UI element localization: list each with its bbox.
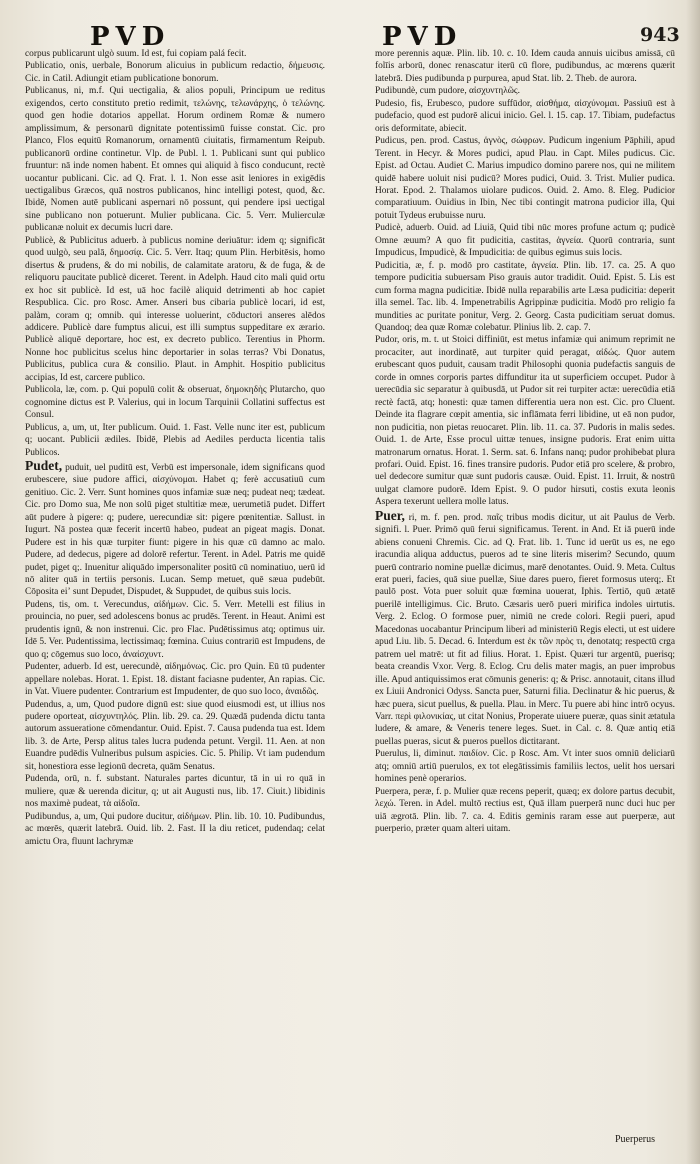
- dictionary-entry: [375, 222, 675, 259]
- entry-headword: Pudibundè,: [375, 86, 418, 97]
- running-head-left: PVD: [90, 22, 171, 52]
- entry-definition: ri, m. f. pen. prod. παῖς tribus modis dicitur, ut ait Paulus de Verb. signifi. l. Puer. Primō quū ferui significamus. Terent. in And. Et iā puerū inde abiens conueni Chremis. Cic. ad Q. Frat. lib. 1. Tunc id uerūt us es, ne ego iracundia aliqua adductus, pueros ad te sine literis miserim? Secundo, quum puerū contrario nomine puellæ dicimus, marē denotantes. Ouid. 9. Meta. Cultus erat pueri, facies, quā siue puellæ, Siue dares puero, fieret formosus uterq;. Et paulō post. Vota puer soluit quæ fœmina uouerat, Iphis. Tertiō, quū ætatē puerilē intelligimus. Cic. Bruto. Cæsaris uerō pueri mirifica indoles uirtutis. Verg. 2. Eclog. O formose puer, nimiū ne crede colori. Regii pueri, apud Macedonas uocabantur Principum liberi ad ministeriū Regis electi, ut est uidere apud Liu. lib. 5. Decad. 6. Interdum est ἐκ τῶν πρὸς τι, denotatq; respectū crga patrem uel matrē: ut fit ad filius. Horat. 1. Epist. Quæri tur argentū, puerisq; beata creandis Vxor. Verg. 8. Eclog. Cru delis mater magis, an puer improbus ille. Apud antiquissimos erat cōmunis generis: q; & Prisc. annotauit, citans illud ex Liuii Andronici Odyss. Sancta puer, Saturni filia. Declinatur & hic puerus, & hæc puera, sicut puellus, & puella. Plau. in Merc. Tu puere abi hinc intrō ocyus. Varr. περὶ φιλονικίας, ut citat Nonius, Properate uiuere pueræ, quas sinit ætatula ludere, & amare, & Veneris tenere leges. Suet. in Cal. c. 8. Quæ antiq etiā puellas pueras, sicut & pueros puellos dictitarant.: [375, 512, 675, 747]
- entry-headword: Pudesio,: [375, 98, 408, 109]
- entry-headword: Pudor,: [375, 335, 400, 346]
- entry-headword: Puerpera,: [375, 786, 411, 797]
- dictionary-entry: [375, 135, 675, 222]
- right-text-column: [375, 48, 675, 836]
- dictionary-entry: [375, 85, 675, 97]
- dictionary-entry: [375, 748, 675, 785]
- catchword: Puerperus: [615, 1134, 655, 1145]
- entry-headword: Publicanus,: [25, 86, 69, 97]
- entry-headword: Pudibundus,: [25, 811, 72, 822]
- entry-definition: aduerb. Id est, uerecundè, αἰδημόνως. Cic. pro Quin. Eū tū pudenter appellare nolebas. Horat. 1. Epist. 18. distant faciasne pudenter, An rapias. Cic. in Vat. Viuere pudenter. Contrarium est Impudenter, de quo suo loco, ἀναιδῶς.: [25, 662, 326, 698]
- entry-headword: Pudenter,: [25, 662, 61, 673]
- left-text-column: [25, 48, 325, 848]
- entry-definition: a, um, Quod pudore dignū est: siue quod eiusmodi est, ut illius nos pudere oporteat, αἰσχυντηλός. Plin. lib. 29. ca. 29. Quædā pudenda dictu tanta autorum assueratione cōmendantur. Ouid. Epist. 7. Causa pudenda tua est. Idem lib. 3. de Arte, Persp alitus tales lucra pudenda petunt. Vergil. 11. Aen. at non Euandre pudēdis Vulneribus pulsum aspicies. Cic. 5. Philip. Vt iam pudendum sit, honestiora esse legionū decreta, quām Senatus.: [25, 699, 326, 772]
- entry-definition: peræ, f. p. Mulier quæ recens peperit, quæq; ex dolore partus decubit, λεχώ. Teren. in Adel. multō rectius est, Quā illam puerperā nunc duci huc per uiā ægrotā. Plin. lib. 7. ca. 4. Editis geminis raram esse aut puerperæ, aut puerperio, præter quam alteri uitam.: [375, 786, 675, 835]
- dictionary-entry: [375, 48, 675, 85]
- entry-definition: onis, uerbale, Bonorum alicuius in publicum redactio, δήμευσις. Cic. in Catil. Adiungit etiam publicatione bonorum.: [25, 61, 325, 84]
- entry-headword: Pudicus,: [375, 136, 408, 147]
- entry-definition: ni, m.f. Qui uectigalia, & alios populi, Principum ue reditus exigendos, certo constituto pretio redimit, τελώνης, τελωνάρχης, ὁ τελώνης. quod gen hodie dotarios appellat. Horum ordinem Romæ & numero amplissimum, & personarū dignitate potentissimū fuisse constat. Cic. pro Planco, Flos equitū Romanorum, ornamentū ciuitatis, firmamentum Reipub. publicanorū ordine continetur. Vlp. de Publ. l. 1. Publicani sunt qui publico fruuntur: nā inde nomen habent. Et omnes qui aliquid à fisco conducunt, rectè uocantur publicani. Cic. ad Q. Frat. l. 1. Non esse asit leniores in exigēdis uectigalibus Græcos, quā nostros publicanos, hinc intelligi potest, quod, &c. Ibidē, Nomen autē publicani aspernari nō possunt, qui pendere ipsi uectigal sine publicano non potuerunt. Mulier publicana. Cic. 5. Verr. Mulierculæ publicanæ noluit ex decumis lucri dare.: [25, 86, 325, 234]
- page-edge-shadow: [686, 0, 700, 1164]
- dictionary-entry: [25, 811, 325, 848]
- dictionary-entry: [375, 98, 675, 135]
- entry-definition: tis, om. t. Verecundus, αἰδήμων. Cic. 5. Verr. Metelli est filius in prouincia, no puer, sed adolescens bonus ac prudēs. Terent. in Heaut. Animi est prudentis ignū, & non instrenui. Cic. pro Flac. Pudētissimus atq; optimus uir. Idē 5. Ver. Pudentissima, lectissimaq; fœmina. Cuius contrariū est Impudens, de quo q; cōgemus suo loco, ἀναίσχυντ.: [25, 599, 326, 660]
- entry-definition: a, um, Qui pudore ducitur, αἰδήμων. Plin. lib. 10. 10. Pudibundus, ac mœrēs, quærit latebrā. Ouid. lib. 2. Fast. II la diu reticet, pudendaq; celat amictu Ora, fluunt lachrymæ: [25, 811, 325, 847]
- entry-definition: li, diminut. παιδίον. Cic. p Rosc. Am. Vt inter suos omniū deliciarū atq; omniū artiū puerulos, ex tot elegātissimis familiis lectos, uelit hos uersari homines penè operarios.: [375, 749, 675, 785]
- entry-definition: oris, m. t. ut Stoici diffiniūt, est metus infamiæ qui animum reprimit ne procaciter, aut inordinatē, aut turpiter quid peragat, αἰδώς. Quor autem erubescant quos puduit, causam tradit Philosophi quonia pudefactis sanguis de corde in omnes corporis partes diffunditur ita ut superficiem occupet. Pudor à uerecūdia sic separatur à quibusdā, ut Pudor sit rei turpiter actæ: uerecūdia etiā rectè factā, atq; honesti: quæ tamen differentia uera non est. Cic. pro Cluent. Deinde ita flagrare cœpit amentia, sic inflāmata ferri libidine, ut eā non pudor, non pudicitia, non pietas reuocaret. Plin. lib. 11. ca. 37. Pudoris in malis sedes. Ouid. 1. de Arte, Esse procul uittæ tenues, insigne pudoris. Erat enim uitta matronarum ornatus. Horat. 1. Serm. sat. 6. Infans nanq; pudor prohibebat plura profari. Ouid. Epist. 16. fines transire pudoris. Pudor etiā pro scelere, & probro, uel dedecore sumitur quæ sunt pudoris causæ. Ouid. Epist. 11. Irruit, & nostrū uulgat clamore pudorē. Idem Epist. 9. O pudor hirsuti, costis exuta leonis Aspera texerunt uellera molle latus.: [375, 335, 676, 508]
- entry-headword: Publicus,: [25, 422, 60, 433]
- dictionary-entry: [25, 384, 325, 421]
- entry-headword: Pudicè,: [375, 223, 403, 234]
- entry-definition: fis, Erubesco, pudore suffūdor, αἰσθήμα, αἰσχύνομαι. Passiuū est à pudefacio, quod est pudorē alicui inicio. Gel. l. 15. cap. 17. Tibiam, pudefactus oris deformitate, abiecit.: [375, 98, 676, 134]
- entry-headword: Puerulus,: [375, 749, 411, 760]
- entry-definition: aduerb. à publicus nomine deriuātur: idem q; significāt quod uulgò, seu palā, δημοσίᾳ. Cic. 5. Verr. Itaq; quum Plin. Herbitēsis, homo disertus & prudens, & do mi nobilis, de calamitate aratoru, & de fuga, & de reliquoru paucitate publicè diceret. Terent. in Adelph. Haud cito mali quid ortu ex hoc sit publicè. Id est, uā hoc facilè aliquid detrimenti ab hoc capiet Respublica. Cic. pro Rosc. Amer. Anseri bus cibaria publicè locari, id est, palàm, coram q; omnib. qui interesse uoluerint, cōductori anseres alēdos addicere. Publicè dare fumptus alicui, est illi sumptus suppeditare ex ærario. Publicè aliquē deportare, hoc est, ex decreto publico. Terentius in Phorm. Nonne hoc publicitus scelus hinc deportarier in solas terras? Vbi Donatus, Publicitus, publica cura & consilio. Plaut. in Amphit. Hospitio publicitus accipias, Id est, carcere publico.: [25, 235, 325, 383]
- dictionary-entry: [25, 48, 325, 60]
- entry-headword: Pudenda,: [25, 774, 60, 785]
- entry-headword: Pudendus,: [25, 699, 64, 710]
- entry-headword: Publicè, & Publicitus: [25, 235, 108, 246]
- entry-headword: Pudet,: [25, 457, 63, 473]
- dictionary-entry: [25, 60, 325, 85]
- dictionary-entry: [25, 661, 325, 698]
- entry-headword: Publicola,: [25, 385, 63, 396]
- entry-headword: Puer,: [375, 507, 405, 523]
- entry-definition: corpus publicarunt ulgò suum. Id est, fui copiam palá fecit.: [25, 49, 247, 59]
- entry-definition: a, um, ut, Iter publicum. Ouid. 1. Fast. Velle nunc iter est, publicum q; uocant. Publicii ædiles. Ibidē, Plebis ad Aediles perducta licentia talis Publicos.: [25, 422, 326, 458]
- entry-definition: orū, n. f. substant. Naturales partes dicuntur, tā in ui ro quā in muliere, quæ & uerenda dicitur, q; ut ait Augusti nus, lib. 17. Ciuit.) libidinis nos maximè pudeat, τὰ αἰδοῖα.: [25, 774, 326, 810]
- entry-headword: Pudens,: [25, 599, 55, 610]
- entry-headword: Pudicitia,: [375, 260, 411, 271]
- dictionary-entry: [25, 422, 325, 459]
- entry-definition: læ, com. p. Qui populū colit & obseruat, δημοκηδὴς Plutarcho, quo cognomine dictus est P. Valerius, qui in locum Tarquinii Collatini suffectus est Consul.: [25, 385, 325, 421]
- dictionary-entry: [25, 599, 325, 661]
- entry-definition: cum pudore, αἰσχυντηλῶς.: [419, 86, 520, 97]
- entry-definition: aduerb. Ouid. ad Liuiā, Quid tibi nūc mores profune actum q; pudicè Omne æuum? A quo fit pudicitia, castitas, ἁγνεία. Quorū contraria, sunt Impudicus, Impudicè, & Impudicitia: de quibus egimus suis locis.: [375, 223, 676, 259]
- entry-definition: more perennis aquæ. Plin. lib. 10. c. 10. Idem cauda annuis uicibus amissā, cū folīis arborū, donec renascatur iterū cū flore, pudibundus, ac mœrens quærit latebrā. Dies pudibunda p purpurea, apud Stat. lib. 2. Theb. de aurora.: [375, 49, 675, 84]
- dictionary-entry: [25, 773, 325, 810]
- dictionary-entry: [375, 786, 675, 836]
- dictionary-entry: [25, 699, 325, 774]
- dictionary-entry: [375, 260, 675, 335]
- entry-headword: Publicatio,: [25, 61, 66, 72]
- page-number: 943: [640, 24, 680, 46]
- dictionary-entry: [25, 457, 325, 599]
- entry-definition: pen. prod. Castus, ἁγνὸς, σώφρων. Pudicum ingenium Pāphili, apud Terent. in Hecyr. & Mores pudici, apud Plau. in Capt. Miles pudicus. Cic. Epist. ad Octau. Audiet C. Marius impudico domino parere nos, qui ne militem quidē habere uoluit nisi pudicū? Mores pudici, Ouid. 3. Trist. Mulier pudica. Horat. Epod. 2. Thalamos uiolare pudicos. Ouid. 2. Amo. 8. Eleg. Pudicior comparatiuum. Ouidius in Ibin, Nec tibi contingit matrona pudicior illa, Qui potuit Tydeus erubuisse nuru.: [375, 136, 675, 221]
- dictionary-entry: [375, 507, 675, 749]
- dictionary-entry: [375, 334, 675, 508]
- entry-definition: puduit, uel puditū est, Verbū est impersonale, idem significans quod erubescere, siue pudore affici, αἰσχύνομαι. Habet q; ferè accusatiuū cum genitiuo. Cic. 2. Verr. Sunt homines quos infamiæ suæ neq; pudeat neq; tædeat. Cic. pro Domo sua, Me non solū piget stultitiæ meæ, uerumetiā pudet. Differt aūt pudere à pigere: q; pudere, uerecundiæ sit: pigere pœnitentiæ. Sallust. in Iugurt. Nā postea quæ fecerit incertū habeo, pudeat an pigeat magis. Donat. Pudere est in his quæ turpiter fiunt: pigere in his quæ cū damno ac malo. Pudere, ad dedecus, pigere ad dolorē refertur. Terent. in Adel. Patris me quidē pudet, piget q;. Inuenitur aliquādo impersonaliter positū cū nominatiuo, uerū id nō aliter quā in tertiis personis. Lucan. Semp metuet, quē sæua pudebūt. Cōposita eiʼ sunt Depudet, Dispudet, & Suppudet, de quibus suis locis.: [25, 462, 325, 598]
- dictionary-entry: [25, 235, 325, 384]
- dictionary-entry: [25, 85, 325, 234]
- running-head-right: PVD: [382, 22, 463, 52]
- entry-definition: æ, f. p. modō pro castitate, ἁγνεία. Plin. lib. 17. ca. 25. A quo tempore pudicitia subuersam Piso grauis autor tradidit. Ouid. Epist. 5. Lis est cum forma magna pudicitiæ. Ibidē nulla reparabilis arte Læsa pudicitia: deperit illa semel. Tac. lib. 4. Impenetrabilis Agrippinæ pudicitia. Modō pro religio fa mundities ac puritate ponitur, Verg. 2. Georg. Casta pudicitiam seruat domus. Quandoq; dea quæ Romæ colebatur. Plinius lib. 2. cap. 7.: [375, 260, 676, 333]
